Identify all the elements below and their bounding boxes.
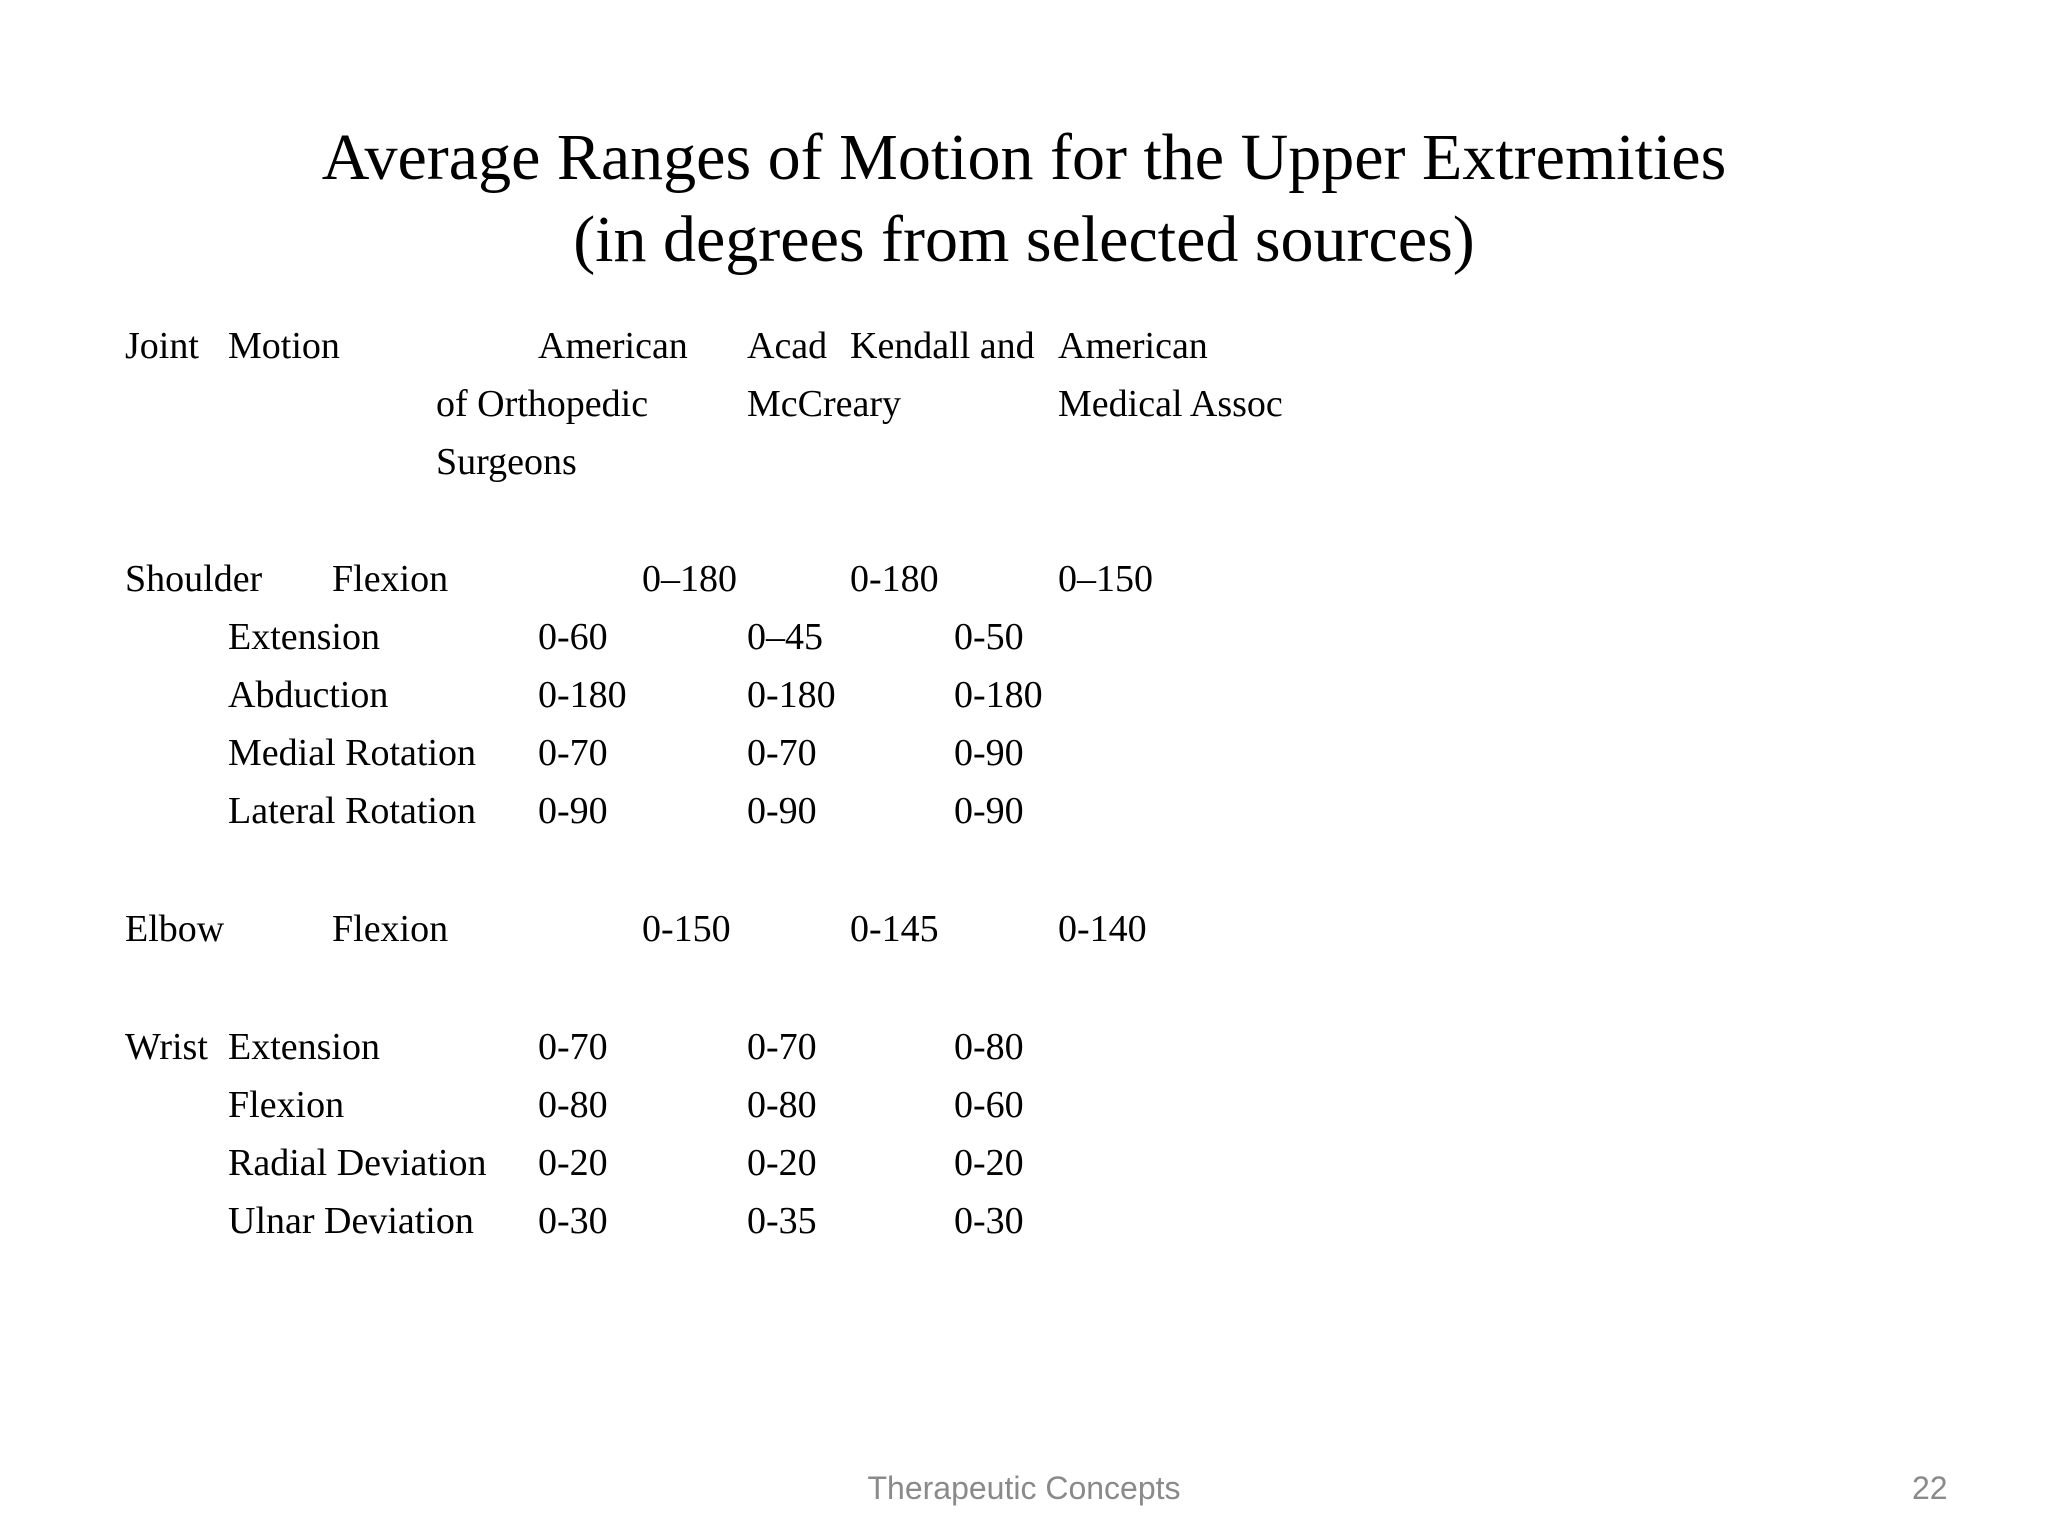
wrist-ulnar-deviation-aaos: 0-30	[538, 1200, 608, 1242]
page-number: 22	[1912, 1470, 1948, 1506]
wrist-extension-aaos: 0-70	[538, 1026, 608, 1068]
shoulder-extension-kendall: 0–45	[747, 616, 823, 658]
elbow-flexion-aaos: 0-150	[642, 908, 731, 950]
wrist-extension-kendall: 0-70	[747, 1026, 817, 1068]
wrist-flexion-kendall: 0-80	[747, 1084, 817, 1126]
wrist-flexion-ama: 0-60	[954, 1084, 1024, 1126]
header-ama-line2: Medical Assoc	[1058, 383, 1283, 425]
wrist-flexion-aaos: 0-80	[538, 1084, 608, 1126]
shoulder-medial-rotation-ama: 0-90	[954, 732, 1024, 774]
shoulder-motion-lateral-rotation: Lateral Rotation	[228, 790, 476, 832]
shoulder-abduction-ama: 0-180	[954, 674, 1043, 716]
joint-shoulder: Shoulder	[125, 558, 263, 600]
header-aaos-line1: American	[538, 325, 688, 367]
shoulder-abduction-aaos: 0-180	[538, 674, 627, 716]
joint-wrist: Wrist	[125, 1026, 208, 1068]
shoulder-medial-rotation-kendall: 0-70	[747, 732, 817, 774]
header-aaos-line2: of Orthopedic	[436, 383, 649, 425]
slide-title: Average Ranges of Motion for the Upper Extremities	[321, 121, 1727, 194]
shoulder-flexion-kendall: 0-180	[850, 558, 939, 600]
shoulder-medial-rotation-aaos: 0-70	[538, 732, 608, 774]
wrist-motion-flexion: Flexion	[228, 1084, 345, 1126]
shoulder-lateral-rotation-kendall: 0-90	[747, 790, 817, 832]
shoulder-flexion-ama: 0–150	[1058, 558, 1153, 600]
elbow-motion-flexion: Flexion	[332, 908, 449, 950]
shoulder-lateral-rotation-aaos: 0-90	[538, 790, 608, 832]
header-acad: Acad	[747, 325, 828, 367]
wrist-extension-ama: 0-80	[954, 1026, 1024, 1068]
footer-title: Therapeutic Concepts	[867, 1470, 1181, 1506]
wrist-motion-radial-deviation: Radial Deviation	[228, 1142, 487, 1184]
shoulder-lateral-rotation-ama: 0-90	[954, 790, 1024, 832]
shoulder-abduction-kendall: 0-180	[747, 674, 836, 716]
wrist-ulnar-deviation-kendall: 0-35	[747, 1200, 817, 1242]
header-joint: Joint	[125, 325, 199, 367]
shoulder-motion-medial-rotation: Medial Rotation	[228, 732, 477, 774]
shoulder-motion-flexion: Flexion	[332, 558, 449, 600]
shoulder-extension-aaos: 0-60	[538, 616, 608, 658]
wrist-ulnar-deviation-ama: 0-30	[954, 1200, 1024, 1242]
wrist-motion-extension: Extension	[228, 1026, 380, 1068]
wrist-motion-ulnar-deviation: Ulnar Deviation	[228, 1200, 474, 1242]
shoulder-extension-ama: 0-50	[954, 616, 1024, 658]
header-kendall-line2: McCreary	[747, 383, 902, 425]
shoulder-motion-abduction: Abduction	[228, 674, 389, 716]
shoulder-motion-extension: Extension	[228, 616, 380, 658]
wrist-radial-deviation-aaos: 0-20	[538, 1142, 608, 1184]
wrist-radial-deviation-ama: 0-20	[954, 1142, 1024, 1184]
joint-elbow: Elbow	[125, 908, 225, 950]
elbow-flexion-kendall: 0-145	[850, 908, 939, 950]
shoulder-flexion-aaos: 0–180	[642, 558, 737, 600]
header-aaos-line3: Surgeons	[436, 441, 577, 483]
wrist-radial-deviation-kendall: 0-20	[747, 1142, 817, 1184]
header-kendall-line1: Kendall and	[850, 325, 1035, 367]
header-motion: Motion	[228, 325, 340, 367]
header-ama-line1: American	[1058, 325, 1208, 367]
elbow-flexion-ama: 0-140	[1058, 908, 1147, 950]
slide-subtitle: (in degrees from selected sources)	[573, 203, 1475, 276]
